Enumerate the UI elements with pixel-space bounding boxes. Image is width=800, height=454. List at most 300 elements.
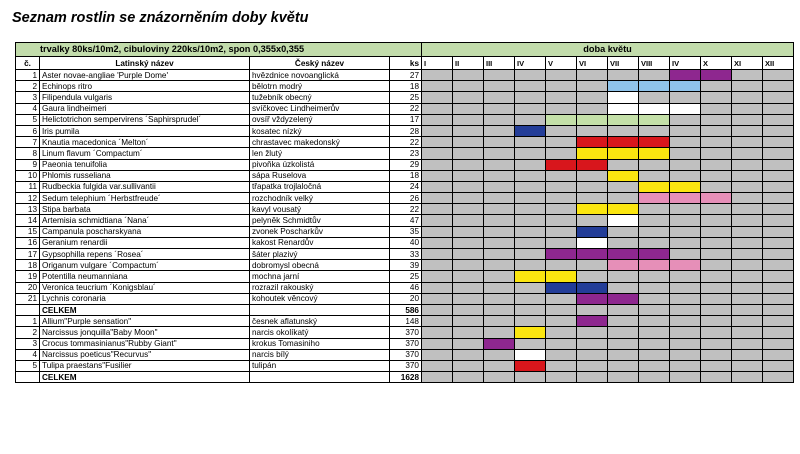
bloom-cell	[763, 81, 794, 92]
quantity: 22	[390, 103, 422, 114]
bloom-cell	[763, 316, 794, 327]
bloom-cell	[546, 170, 577, 181]
bloom-cell-active	[546, 159, 577, 170]
bloom-cell	[484, 226, 515, 237]
column-header-row	[16, 57, 794, 70]
czech-name: šáter plazivý	[250, 249, 390, 260]
bloom-cell	[422, 204, 453, 215]
bloom-cell	[763, 170, 794, 181]
bloom-cell	[546, 148, 577, 159]
czech-name: svíčkovec Lindheimerův	[250, 103, 390, 114]
bloom-cell	[701, 271, 732, 282]
latin-name: Gaura lindheimeri	[40, 103, 250, 114]
month-header: XI	[732, 57, 763, 70]
bloom-cell-active	[608, 215, 639, 226]
bloom-cell	[453, 316, 484, 327]
empty-month-cell	[453, 372, 484, 383]
bloom-cell-active	[670, 260, 701, 271]
bloom-cell	[515, 114, 546, 125]
bloom-cell	[608, 338, 639, 349]
bloom-cell	[732, 70, 763, 81]
bloom-cell	[670, 125, 701, 136]
row-number: 16	[16, 237, 40, 248]
bloom-cell-active	[515, 327, 546, 338]
bloom-cell	[422, 327, 453, 338]
plant-row	[16, 103, 794, 114]
bloom-cell-active	[577, 159, 608, 170]
bloom-cell	[763, 293, 794, 304]
czech-name: rozrazil rakouský	[250, 282, 390, 293]
bloom-cell-active	[577, 282, 608, 293]
bloom-cell	[484, 237, 515, 248]
bloom-cell	[453, 70, 484, 81]
month-header: I	[422, 57, 453, 70]
bloom-cell	[639, 159, 670, 170]
empty-month-cell	[732, 372, 763, 383]
bloom-cell	[732, 125, 763, 136]
bloom-cell-active	[608, 103, 639, 114]
month-header: VI	[577, 57, 608, 70]
empty-month-cell	[763, 372, 794, 383]
latin-name: Artemisia schmidtiana ´Nana´	[40, 215, 250, 226]
bloom-cell-active	[639, 249, 670, 260]
bloom-cell	[546, 338, 577, 349]
bloom-cell-active	[577, 148, 608, 159]
czech-name: zvonek Poscharkův	[250, 226, 390, 237]
bloom-cell	[639, 125, 670, 136]
row-number: 13	[16, 204, 40, 215]
bloom-cell	[732, 215, 763, 226]
quantity: 33	[390, 249, 422, 260]
bloom-cell	[422, 271, 453, 282]
month-header: II	[453, 57, 484, 70]
page-title: Seznam rostlin se znázorněním doby květu	[12, 10, 309, 26]
bloom-cell	[546, 260, 577, 271]
bloom-cell	[701, 215, 732, 226]
bloom-cell-active	[608, 260, 639, 271]
row-number: 1	[16, 70, 40, 81]
empty-month-cell	[515, 304, 546, 315]
latin-name: Origanum vulgare ´Compactum´	[40, 260, 250, 271]
month-header: X	[701, 57, 732, 70]
bloom-cell	[453, 226, 484, 237]
bloom-cell	[670, 237, 701, 248]
bloom-cell-active	[639, 193, 670, 204]
bloom-cell	[577, 181, 608, 192]
empty-month-cell	[763, 304, 794, 315]
bloom-cell-active	[639, 81, 670, 92]
quantity: 25	[390, 92, 422, 103]
plant-row	[16, 70, 794, 81]
latin-name: Iris pumila	[40, 125, 250, 136]
bloom-cell	[701, 338, 732, 349]
bloom-cell-active	[577, 204, 608, 215]
czech-name: krokus Tomasiniho	[250, 338, 390, 349]
bloom-cell	[732, 204, 763, 215]
bloom-cell	[453, 215, 484, 226]
bloom-cell	[484, 81, 515, 92]
quantity: 148	[390, 316, 422, 327]
bloom-cell	[763, 137, 794, 148]
row-number: 1	[16, 316, 40, 327]
czech-name: česnek aflatunský	[250, 316, 390, 327]
bloom-cell	[732, 327, 763, 338]
bloom-cell	[639, 170, 670, 181]
row-number: 5	[16, 360, 40, 371]
czech-name: tužebník obecný	[250, 92, 390, 103]
bloom-cell	[422, 338, 453, 349]
bloom-cell-active	[608, 114, 639, 125]
plant-row	[16, 92, 794, 103]
bloom-cell	[639, 92, 670, 103]
bloom-cell-active	[577, 137, 608, 148]
month-header: VII	[608, 57, 639, 70]
bloom-cell	[422, 148, 453, 159]
plant-row	[16, 293, 794, 304]
col-header-latin: Latinský název	[40, 57, 250, 70]
bloom-cell-active	[577, 114, 608, 125]
empty-month-cell	[670, 304, 701, 315]
bloom-cell-active	[546, 282, 577, 293]
latin-name: Gypsophilla repens ´Rosea´	[40, 249, 250, 260]
row-number: 4	[16, 349, 40, 360]
row-number: 18	[16, 260, 40, 271]
bloom-cell	[453, 137, 484, 148]
bloom-cell	[639, 237, 670, 248]
bloom-cell-active	[546, 271, 577, 282]
empty-month-cell	[639, 304, 670, 315]
czech-name: kavyl vousatý	[250, 204, 390, 215]
quantity: 40	[390, 237, 422, 248]
quantity: 18	[390, 170, 422, 181]
bloom-cell	[763, 237, 794, 248]
total-label: CELKEM	[40, 304, 250, 315]
czech-name: narcis bílý	[250, 349, 390, 360]
bloom-cell	[515, 70, 546, 81]
bloom-cell	[546, 103, 577, 114]
bloom-cell	[422, 114, 453, 125]
plant-row	[16, 193, 794, 204]
month-header: III	[484, 57, 515, 70]
bloom-cell	[484, 271, 515, 282]
bloom-cell	[484, 170, 515, 181]
plant-row	[16, 226, 794, 237]
bloom-cell	[515, 81, 546, 92]
bloom-cell-active	[577, 316, 608, 327]
bloom-cell	[577, 327, 608, 338]
czech-name: sápa Ruselova	[250, 170, 390, 181]
bloom-cell	[763, 349, 794, 360]
bloom-cell	[608, 282, 639, 293]
bloom-cell	[453, 114, 484, 125]
quantity: 22	[390, 137, 422, 148]
bloom-cell-active	[577, 249, 608, 260]
bloom-cell	[546, 81, 577, 92]
bloom-cell	[732, 193, 763, 204]
bloom-cell	[422, 70, 453, 81]
row-number: 20	[16, 282, 40, 293]
bloom-cell	[670, 204, 701, 215]
plant-row	[16, 170, 794, 181]
latin-name: Aster novae-angliae 'Purple Dome'	[40, 70, 250, 81]
bloom-cell	[453, 148, 484, 159]
bloom-cell	[453, 282, 484, 293]
bloom-cell	[453, 260, 484, 271]
bloom-cell	[515, 137, 546, 148]
bloom-cell	[732, 92, 763, 103]
bloom-cell	[515, 181, 546, 192]
bloom-cell	[670, 159, 701, 170]
bloom-cell	[608, 271, 639, 282]
bloom-cell	[639, 316, 670, 327]
bloom-cell	[608, 226, 639, 237]
bloom-cell	[484, 293, 515, 304]
bloom-cell	[515, 148, 546, 159]
czech-name: rozchodník velký	[250, 193, 390, 204]
row-number: 2	[16, 81, 40, 92]
bloom-cell	[453, 349, 484, 360]
bloom-cell	[453, 92, 484, 103]
bloom-cell-active	[608, 137, 639, 148]
bloom-cell	[763, 125, 794, 136]
bloom-cell	[639, 327, 670, 338]
bloom-cell-active	[515, 125, 546, 136]
bloom-cell	[732, 148, 763, 159]
quantity: 370	[390, 360, 422, 371]
empty-month-cell	[546, 304, 577, 315]
empty-month-cell	[639, 372, 670, 383]
header-note-row	[16, 43, 794, 57]
bloom-cell	[515, 92, 546, 103]
bloom-cell	[453, 103, 484, 114]
bloom-cell	[763, 92, 794, 103]
bloom-cell	[546, 226, 577, 237]
bloom-cell	[763, 181, 794, 192]
bloom-cell-active	[670, 70, 701, 81]
bloom-cell	[732, 271, 763, 282]
latin-name: Knautia macedonica ´Melton´	[40, 137, 250, 148]
total-row	[16, 372, 794, 383]
bloom-cell	[422, 215, 453, 226]
bloom-cell-active	[515, 360, 546, 371]
bloom-cell	[732, 293, 763, 304]
bloom-cell	[546, 181, 577, 192]
quantity: 23	[390, 148, 422, 159]
bloom-cell	[515, 215, 546, 226]
bloom-cell	[732, 316, 763, 327]
row-number: 21	[16, 293, 40, 304]
quantity: 17	[390, 114, 422, 125]
bloom-cell	[639, 271, 670, 282]
bloom-cell	[484, 114, 515, 125]
bloom-cell	[639, 293, 670, 304]
bloom-cell	[670, 282, 701, 293]
bloom-cell	[484, 159, 515, 170]
bloom-cell	[453, 338, 484, 349]
bloom-cell	[546, 137, 577, 148]
bloom-cell	[577, 360, 608, 371]
bloom-cell	[484, 327, 515, 338]
bloom-cell	[670, 226, 701, 237]
empty-month-cell	[701, 304, 732, 315]
empty-month-cell	[515, 372, 546, 383]
latin-name: Rudbeckia fulgida var.sullivantii	[40, 181, 250, 192]
empty-month-cell	[732, 304, 763, 315]
czech-name: bělotrn modrý	[250, 81, 390, 92]
bloom-cell	[422, 360, 453, 371]
col-header-qty: ks	[390, 57, 422, 70]
plant-row	[16, 237, 794, 248]
bloom-cell-active	[670, 181, 701, 192]
col-header-num: č.	[16, 57, 40, 70]
bloom-cell	[453, 237, 484, 248]
bloom-cell-active	[577, 226, 608, 237]
row-number: 11	[16, 181, 40, 192]
bloom-cell	[763, 282, 794, 293]
quantity: 39	[390, 260, 422, 271]
quantity: 26	[390, 193, 422, 204]
bloom-cell	[453, 159, 484, 170]
bloom-cell	[515, 193, 546, 204]
plant-row	[16, 81, 794, 92]
czech-name: narcis okolíkatý	[250, 327, 390, 338]
bloom-cell	[763, 204, 794, 215]
bloom-cell	[484, 215, 515, 226]
bloom-cell	[701, 103, 732, 114]
row-number: 5	[16, 114, 40, 125]
row-number: 4	[16, 103, 40, 114]
plant-row	[16, 349, 794, 360]
bloom-cell	[732, 181, 763, 192]
latin-name: Allium"Purple sensation"	[40, 316, 250, 327]
bloom-cell	[701, 237, 732, 248]
latin-name: Narcissus poeticus"Recurvus"	[40, 349, 250, 360]
czech-name: mochna jarní	[250, 271, 390, 282]
bloom-cell	[732, 249, 763, 260]
bloom-cell	[453, 181, 484, 192]
czech-name: tulipán	[250, 360, 390, 371]
czech-name: pelyněk Schmidtův	[250, 215, 390, 226]
bloom-cell	[422, 92, 453, 103]
bloom-cell	[422, 293, 453, 304]
bloom-cell	[422, 125, 453, 136]
bloom-cell-active	[701, 70, 732, 81]
bloom-cell	[546, 349, 577, 360]
empty-month-cell	[577, 304, 608, 315]
czech-name: pivoňka úzkolistá	[250, 159, 390, 170]
bloom-cell-active	[639, 137, 670, 148]
bloom-cell	[515, 204, 546, 215]
bloom-cell	[515, 159, 546, 170]
quantity: 29	[390, 159, 422, 170]
bloom-cell	[546, 92, 577, 103]
bloom-cell	[453, 249, 484, 260]
bloom-cell	[422, 181, 453, 192]
bloom-cell	[515, 316, 546, 327]
bloom-cell	[732, 81, 763, 92]
quantity: 28	[390, 125, 422, 136]
empty-month-cell	[484, 372, 515, 383]
bloom-cell	[701, 181, 732, 192]
header-note: trvalky 80ks/10m2, cibuloviny 220ks/10m2, spon 0,355x0,355	[16, 43, 422, 57]
bloom-cell	[577, 338, 608, 349]
month-header: IV	[670, 57, 701, 70]
plant-row	[16, 148, 794, 159]
total-row	[16, 304, 794, 315]
bloom-cell	[546, 125, 577, 136]
bloom-cell	[763, 70, 794, 81]
bloom-cell	[453, 271, 484, 282]
bloom-cell	[732, 349, 763, 360]
czech-name: kakost Renardův	[250, 237, 390, 248]
bloom-cell	[608, 327, 639, 338]
bloom-cell	[763, 193, 794, 204]
bloom-cell	[763, 271, 794, 282]
latin-name: Phlomis russeliana	[40, 170, 250, 181]
bloom-cell	[546, 327, 577, 338]
row-number: 7	[16, 137, 40, 148]
bloom-cell	[422, 226, 453, 237]
row-number: 19	[16, 271, 40, 282]
latin-name: Echinops ritro	[40, 81, 250, 92]
month-header: VIII	[639, 57, 670, 70]
bloom-cell	[608, 360, 639, 371]
bloom-cell	[732, 237, 763, 248]
bloom-cell	[608, 237, 639, 248]
bloom-cell	[546, 215, 577, 226]
bloom-cell	[422, 159, 453, 170]
row-number: 10	[16, 170, 40, 181]
latin-name: Crocus tommasinianus"Rubby Giant"	[40, 338, 250, 349]
bloom-cell	[515, 249, 546, 260]
bloom-cell	[639, 282, 670, 293]
bloom-cell	[608, 193, 639, 204]
bloom-cell	[577, 81, 608, 92]
bloom-cell	[422, 249, 453, 260]
plant-row	[16, 204, 794, 215]
bloom-cell	[701, 125, 732, 136]
bloom-cell	[670, 360, 701, 371]
bloom-cell-active	[577, 237, 608, 248]
bloom-cell	[701, 92, 732, 103]
bloom-cell	[732, 282, 763, 293]
bloom-cell	[484, 260, 515, 271]
bloom-cell	[422, 349, 453, 360]
latin-name: Stipa barbata	[40, 204, 250, 215]
bloom-cell	[670, 293, 701, 304]
bloom-cell	[484, 70, 515, 81]
bloom-cell-active	[639, 260, 670, 271]
empty-month-cell	[546, 372, 577, 383]
plant-row	[16, 125, 794, 136]
bloom-cell	[546, 360, 577, 371]
plant-row	[16, 181, 794, 192]
total-czech-empty	[250, 372, 390, 383]
bloom-cell	[453, 327, 484, 338]
bloom-cell	[763, 327, 794, 338]
bloom-cell	[453, 293, 484, 304]
bloom-cell	[639, 215, 670, 226]
plant-row	[16, 360, 794, 371]
quantity: 46	[390, 282, 422, 293]
row-number: 3	[16, 338, 40, 349]
bloom-cell	[701, 260, 732, 271]
bloom-cell	[484, 193, 515, 204]
row-number: 8	[16, 148, 40, 159]
bloom-cell	[701, 349, 732, 360]
quantity: 27	[390, 70, 422, 81]
latin-name: Tulipa praestans"Fusilier	[40, 360, 250, 371]
